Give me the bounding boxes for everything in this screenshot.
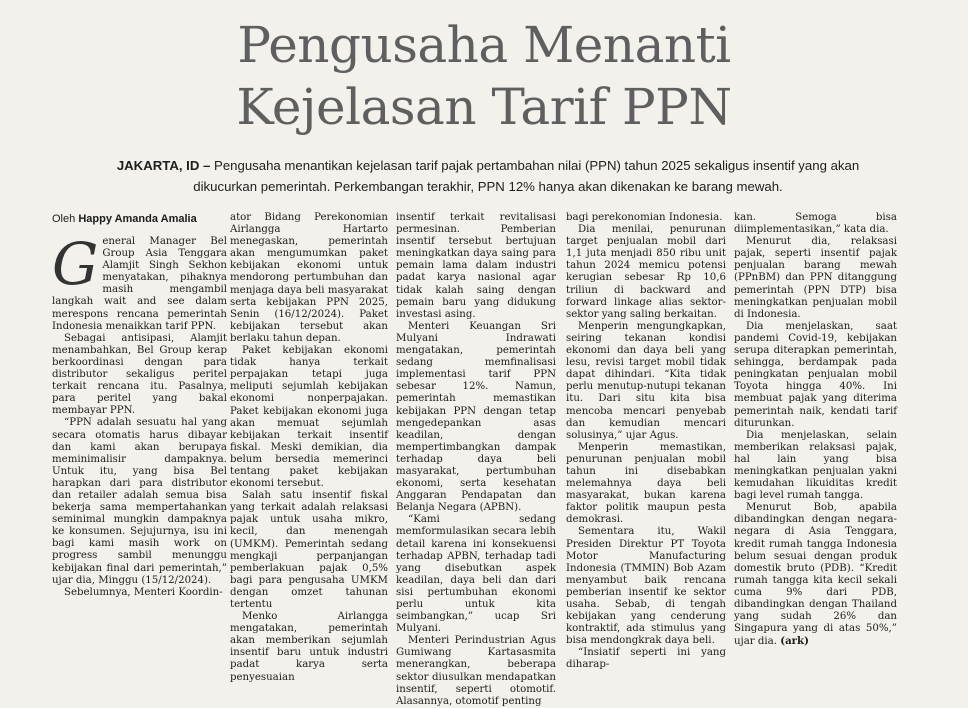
paragraph: kan. Semoga bisa diimplementasikan,” kata dia.: [734, 212, 897, 236]
byline-prefix: Oleh: [52, 213, 76, 225]
drop-cap: G: [52, 230, 99, 298]
paragraph-text: Menurut Bob, apabila dibandingkan dengan negara-negara di Asia Tenggara, kredit rumah tangga Indonesia belum sesuai dengan produk domestik bruto (PDB). “Kredit rumah tangga kita kecil sekali cuma 9% dari PDB, dibandingkan dengan Thailand yang sudah 26% dan Singapura yang di atas 50%,” ujar dia.: [734, 502, 897, 648]
paragraph: Sebelumnya, Menteri Koordin-: [64, 586, 223, 598]
article-column-3: [396, 212, 556, 707]
paragraph: Dia menjelaskan, selain memberikan relaksasi pajak, hal lain yang bisa meningkatkan penjualan yakni kemudahan likuiditas kredit bagi level rumah tangga.: [734, 429, 897, 502]
lead-paragraph: [88, 155, 888, 197]
paragraph: Sebagai antisipasi, Alamjit menambahkan, Bel Group kerap berkoordinasi dengan para distributor sekaligus peritel terkait rencana itu. Pasalnya, para peritel yang bakal membayar PPN.: [52, 332, 227, 417]
article-column-1: [52, 212, 227, 603]
paragraph: Salah satu insentif fiskal yang terkait adalah relaksasi pajak untuk usaha mikro, kecil, dan menengah (UMKM). Pemerintah sedang mengkaji perpanjangan pemberlakuan pajak 0,5% bagi para pengusaha UMKM dengan omzet tahunan tertentu: [230, 490, 388, 610]
byline-author: Happy Amanda Amalia: [78, 213, 197, 225]
article-body: [0, 212, 968, 707]
dateline: JAKARTA, ID –: [116, 158, 211, 173]
headline-line-2: Kejelasan Tarif PPN: [236, 78, 732, 136]
byline: [52, 212, 227, 226]
paragraph: Sementara itu, Wakil Presiden Direktur PT Toyota Motor Manufacturing Indonesia (TMMIN) Bob Azam menyambut baik rencana pemberian insentif ke sektor usaha. Sebab, di tengah kebijakan yang cenderung kontraktif, ada stimulus yang bisa mendongkrak daya beli.: [566, 526, 726, 647]
paragraph: ator Bidang Perekonomian Airlangga Hartarto menegaskan, pemerintah akan mengumumkan paket kebijakan ekonomi untuk mendorong pertumbuhan dan menjaga daya beli masyarakat serta kebijakan PPN 2025, Senin (16/12/2024). Paket kebijakan tersebut akan berlaku tahun depan.: [230, 212, 388, 344]
paragraph: Menperin memastikan, penurunan penjualan mobil tahun ini disebabkan melemahnya daya beli masyarakat, bukan karena faktor politik maupun pesta demokrasi.: [566, 441, 726, 526]
paragraph: “PPN adalah sesuatu hal yang secara otomatis harus dibayar dan kami akan berupaya meminimalisir dampaknya. Untuk itu, yang bisa Bel harapkan dari para distributor dan retailer adalah semua bisa bekerja sama mempertahankan seminimal mungkin dampaknya ke konsumen. Sejujurnya, isu ini bagi kami masih work on progress sambil menunggu kebijakan final dari pemerintah,” ujar dia, Minggu (15/12/2024).: [52, 417, 227, 586]
paragraph: eneral Manager Bel Group Asia Tenggara Alamjit Singh Sekhon menyatakan, pihaknya masih mengambil langkah wait and see dalam merespons rencana pemerintah Indonesia menaikkan tarif PPN.: [52, 236, 227, 332]
paragraph: Paket kebijakan ekonomi tidak hanya terkait perpajakan tetapi juga meliputi sejumlah kebijakan ekonomi nonperpajakan. Paket kebijakan ekonomi juga akan memuat sejumlah kebijakan terkait insentif fiskal. Meski demikian, dia belum bersedia memerinci tentang paket kebijakan ekonomi tersebut.: [230, 345, 388, 490]
paragraph: “Kami sedang memformulasikan secara lebih detail karena ini konsekuensi terhadap APBN, terhadap tadi yang disebutkan aspek keadilan, daya beli dan dari sisi pertumbuhan ekonomi perlu untuk kita seimbangkan,” ucap Sri Mulyani.: [396, 514, 556, 635]
paragraph: Dia menilai, penurunan target penjualan mobil dari 1,1 juta menjadi 850 ribu unit tahun 2024 memicu potensi kerugian sebesar Rp 10,6 triliun di backward and forward linkage alias sektor-sektor yang saling berkaitan.: [566, 224, 726, 320]
author-signature: (ark): [780, 635, 809, 648]
paragraph: Menperin mengungkapkan, seiring tekanan kondisi ekonomi dan daya beli yang lesu, revisi target mobil tidak dapat dihindari. “Kita tidak perlu menutup-nutupi tekanan itu. Dari situ kita bisa mencoba mencari penyebab dan kemudian mencari solusinya,” ujar Agus.: [566, 320, 726, 441]
article-column-5: [734, 212, 897, 648]
paragraph: Menteri Perindustrian Agus Gumiwang Kartasasmita menerangkan, beberapa sektor diusulkan mendapatkan insentif, seperti otomotif. Alasannya, otomotif penting: [396, 635, 556, 707]
paragraph: Dia menjelaskan, saat pandemi Covid-19, kebijakan serupa diterapkan pemerintah, sehingga, berdampak pada peningkatan penjualan mobil Toyota hingga 40%. Ini membuat pajak yang diterima pemerintah naik, kendati tarif diturunkan.: [734, 320, 897, 429]
headline-line-1: Pengusaha Menanti: [237, 16, 731, 74]
paragraph: Menurut dia, relaksasi pajak, seperti insentif pajak penjualan barang mewah (PPnBM) dan PPN ditanggung pemerintah (PPN DTP) bisa meningkatkan penjualan mobil di Indonesia.: [734, 236, 897, 320]
paragraph: Menko Airlangga mengatakan, pemerintah akan memberikan sejumlah insentif baru untuk industri padat karya serta penyesuaian: [230, 611, 388, 683]
lead-text: Pengusaha menantikan kejelasan tarif pajak pertambahan nilai (PPN) tahun 2025 sekaligus insentif yang akan dikucurkan pemerintah. Perkembangan terakhir, PPN 12% hanya akan dikenakan ke barang mewah.: [193, 158, 860, 194]
article-column-4: [566, 212, 726, 671]
paragraph: Menteri Keuangan Sri Mulyani Indrawati mengatakan, pemerintah sedang memfinalisasi implementasi tarif PPN sebesar 12%. Namun, pemerintah memastikan kebijakan PPN dengan tetap mengedepankan asas keadilan, dengan mempertimbangkan dampak terhadap daya beli masyarakat, pertumbuhan ekonomi, serta kesehatan Anggaran Pendapatan dan Belanja Negara (APBN).: [396, 320, 556, 514]
headline: [0, 14, 968, 138]
paragraph-last: [734, 502, 897, 648]
paragraph: bagi perekonomian Indonesia.: [566, 212, 723, 223]
article-column-2: [230, 212, 388, 683]
paragraph: “Insiatif seperti ini yang diharap-: [566, 647, 726, 671]
paragraph: insentif terkait revitalisasi permesinan. Pemberian insentif tersebut bertujuan meningkatkan daya saing para pemain lama dalam industri padat karya nasional agar tidak kalah saing dengan pemain baru yang didukung investasi asing.: [396, 212, 556, 320]
